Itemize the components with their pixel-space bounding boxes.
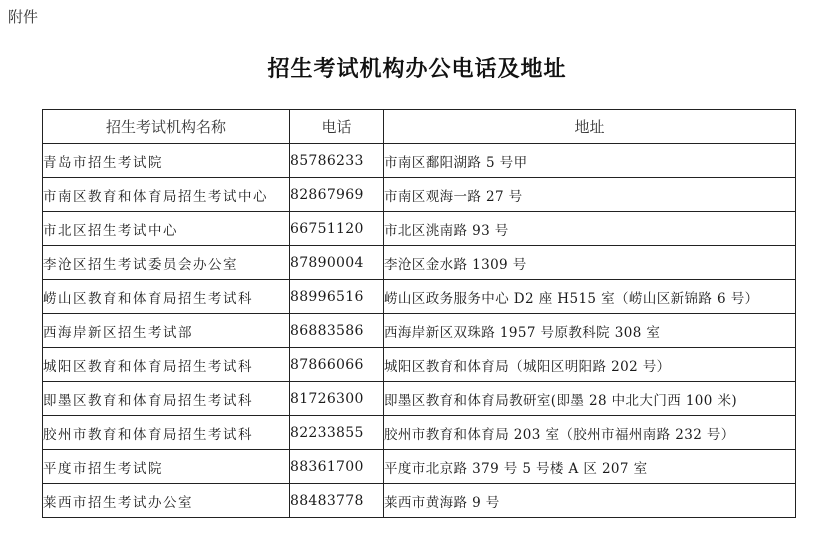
agency-name: 城阳区教育和体育局招生考试科: [43, 348, 290, 382]
agency-name: 市北区招生考试中心: [43, 212, 290, 246]
phone-number: 66751120: [290, 212, 384, 246]
address: 崂山区政务服务中心 D2 座 H515 室（崂山区新锦路 6 号）: [384, 280, 796, 314]
agency-name: 即墨区教育和体育局招生考试科: [43, 382, 290, 416]
table-row: [43, 382, 796, 416]
header-address: 地址: [384, 110, 796, 144]
phone-number: 88996516: [290, 280, 384, 314]
agency-name: 莱西市招生考试办公室: [43, 484, 290, 518]
header-name: 招生考试机构名称: [43, 110, 290, 144]
address: 平度市北京路 379 号 5 号楼 A 区 207 室: [384, 450, 796, 484]
table-row: [43, 178, 796, 212]
agency-name: 西海岸新区招生考试部: [43, 314, 290, 348]
agency-name: 胶州市教育和体育局招生考试科: [43, 416, 290, 450]
table-row: [43, 484, 796, 518]
phone-number: 86883586: [290, 314, 384, 348]
address: 城阳区教育和体育局（城阳区明阳路 202 号）: [384, 348, 796, 382]
agency-name: 崂山区教育和体育局招生考试科: [43, 280, 290, 314]
table-row: [43, 314, 796, 348]
agency-name: 李沧区招生考试委员会办公室: [43, 246, 290, 280]
table-row: [43, 416, 796, 450]
table-header-row: [43, 110, 796, 144]
address: 市南区鄱阳湖路 5 号甲: [384, 144, 796, 178]
table-row: [43, 280, 796, 314]
agency-name: 青岛市招生考试院: [43, 144, 290, 178]
contacts-table: [42, 109, 796, 518]
address: 胶州市教育和体育局 203 室（胶州市福州南路 232 号）: [384, 416, 796, 450]
page-title: 招生考试机构办公电话及地址: [267, 56, 567, 82]
address: 市北区洮南路 93 号: [384, 212, 796, 246]
header-phone: 电话: [290, 110, 384, 144]
phone-number: 82233855: [290, 416, 384, 450]
agency-name: 市南区教育和体育局招生考试中心: [43, 178, 290, 212]
table-row: [43, 246, 796, 280]
address: 市南区观海一路 27 号: [384, 178, 796, 212]
phone-number: 85786233: [290, 144, 384, 178]
address: 莱西市黄海路 9 号: [384, 484, 796, 518]
phone-number: 81726300: [290, 382, 384, 416]
phone-number: 87866066: [290, 348, 384, 382]
phone-number: 82867969: [290, 178, 384, 212]
table-row: [43, 450, 796, 484]
annex-label: 附件: [8, 8, 39, 26]
table-row: [43, 348, 796, 382]
address: 李沧区金水路 1309 号: [384, 246, 796, 280]
phone-number: 87890004: [290, 246, 384, 280]
agency-name: 平度市招生考试院: [43, 450, 290, 484]
address: 即墨区教育和体育局教研室(即墨 28 中北大门西 100 米): [384, 382, 796, 416]
address: 西海岸新区双珠路 1957 号原教科院 308 室: [384, 314, 796, 348]
phone-number: 88361700: [290, 450, 384, 484]
phone-number: 88483778: [290, 484, 384, 518]
table-row: [43, 144, 796, 178]
table-row: [43, 212, 796, 246]
